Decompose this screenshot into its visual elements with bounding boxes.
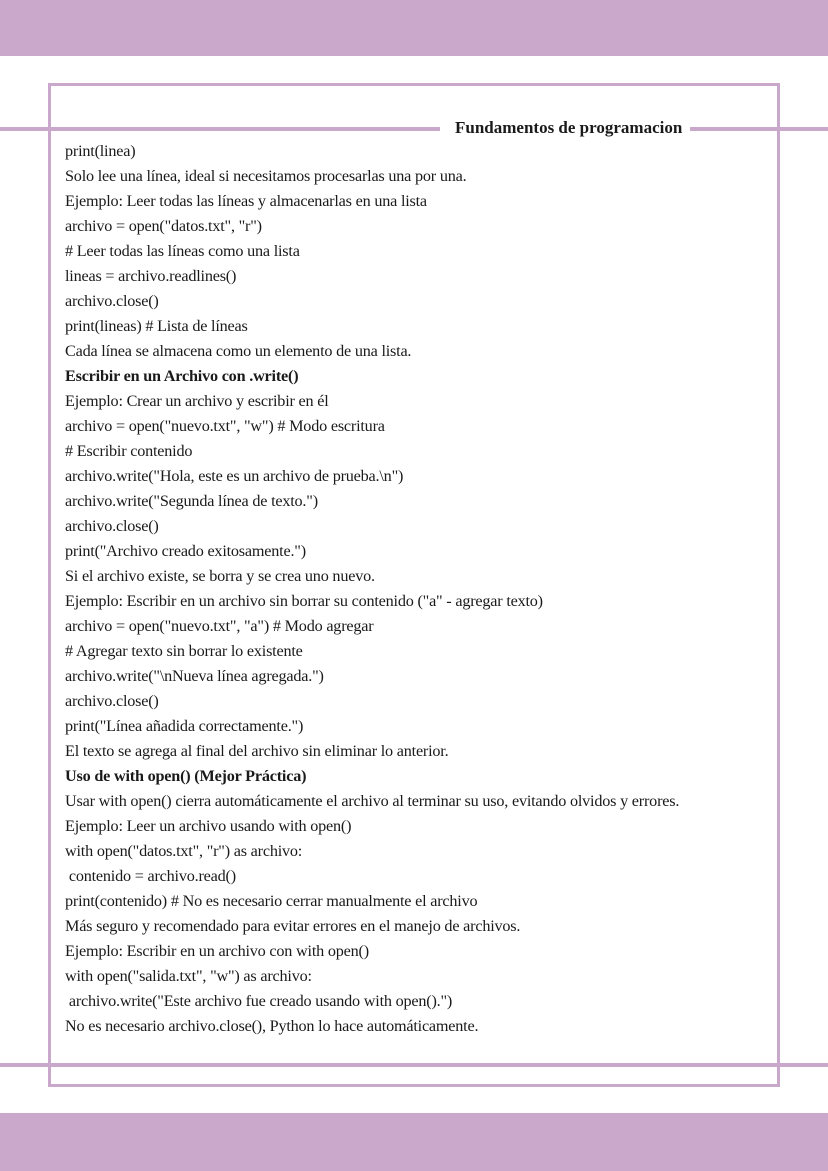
- text-line: archivo.write("Este archivo fue creado usando with open()."): [65, 992, 453, 1010]
- text-line: archivo = open("nuevo.txt", "a") # Modo agregar: [65, 617, 374, 635]
- text-line: print(contenido) # No es necesario cerrar manualmente el archivo: [65, 892, 478, 910]
- text-line: contenido = archivo.read(): [65, 867, 236, 885]
- text-line: archivo = open("nuevo.txt", "w") # Modo escritura: [65, 417, 385, 435]
- text-line: print("Archivo creado exitosamente."): [65, 542, 306, 560]
- text-line: Ejemplo: Escribir en un archivo con with open(): [65, 942, 369, 960]
- text-line: Usar with open() cierra automáticamente el archivo al terminar su uso, evitando olvidos y errores.: [65, 792, 680, 810]
- text-line: Ejemplo: Leer un archivo usando with open(): [65, 817, 352, 835]
- text-line: print(lineas) # Lista de líneas: [65, 317, 248, 335]
- text-line: Si el archivo existe, se borra y se crea uno nuevo.: [65, 567, 375, 585]
- text-line: archivo.write("Segunda línea de texto."): [65, 492, 318, 510]
- text-line: archivo.close(): [65, 692, 159, 710]
- page-header-title: Fundamentos de programacion: [455, 118, 683, 137]
- text-line: Cada línea se almacena como un elemento de una lista.: [65, 342, 412, 360]
- top-decorative-band: [0, 0, 828, 56]
- text-line: with open("datos.txt", "r") as archivo:: [65, 842, 303, 860]
- text-line: print(linea): [65, 142, 136, 160]
- text-line: archivo.close(): [65, 292, 159, 310]
- header-rule-right: [690, 127, 828, 131]
- text-line: archivo.write("Hola, este es un archivo de prueba.\n"): [65, 467, 404, 485]
- text-line: print("Línea añadida correctamente."): [65, 717, 304, 735]
- bottom-decorative-band: [0, 1113, 828, 1171]
- text-line: with open("salida.txt", "w") as archivo:: [65, 967, 312, 985]
- text-line: # Escribir contenido: [65, 442, 193, 460]
- text-line: Más seguro y recomendado para evitar errores en el manejo de archivos.: [65, 917, 521, 935]
- section-heading: Uso de with open() (Mejor Práctica): [65, 767, 307, 785]
- text-line: archivo = open("datos.txt", "r"): [65, 217, 262, 235]
- text-line: No es necesario archivo.close(), Python lo hace automáticamente.: [65, 1017, 479, 1035]
- text-line: Ejemplo: Escribir en un archivo sin borrar su contenido ("a" - agregar texto): [65, 592, 543, 610]
- text-line: Solo lee una línea, ideal si necesitamos procesarlas una por una.: [65, 167, 467, 185]
- text-line: lineas = archivo.readlines(): [65, 267, 237, 285]
- text-line: Ejemplo: Leer todas las líneas y almacenarlas en una lista: [65, 192, 427, 210]
- document-body: [65, 139, 765, 1039]
- footer-rule: [0, 1063, 828, 1067]
- text-line: El texto se agrega al final del archivo sin eliminar lo anterior.: [65, 742, 449, 760]
- header-rule-left: [0, 127, 440, 131]
- text-line: archivo.write("\nNueva línea agregada."): [65, 667, 324, 685]
- section-heading: Escribir en un Archivo con .write(): [65, 367, 299, 385]
- text-line: archivo.close(): [65, 517, 159, 535]
- text-line: Ejemplo: Crear un archivo y escribir en él: [65, 392, 329, 410]
- text-line: # Agregar texto sin borrar lo existente: [65, 642, 303, 660]
- text-line: # Leer todas las líneas como una lista: [65, 242, 300, 260]
